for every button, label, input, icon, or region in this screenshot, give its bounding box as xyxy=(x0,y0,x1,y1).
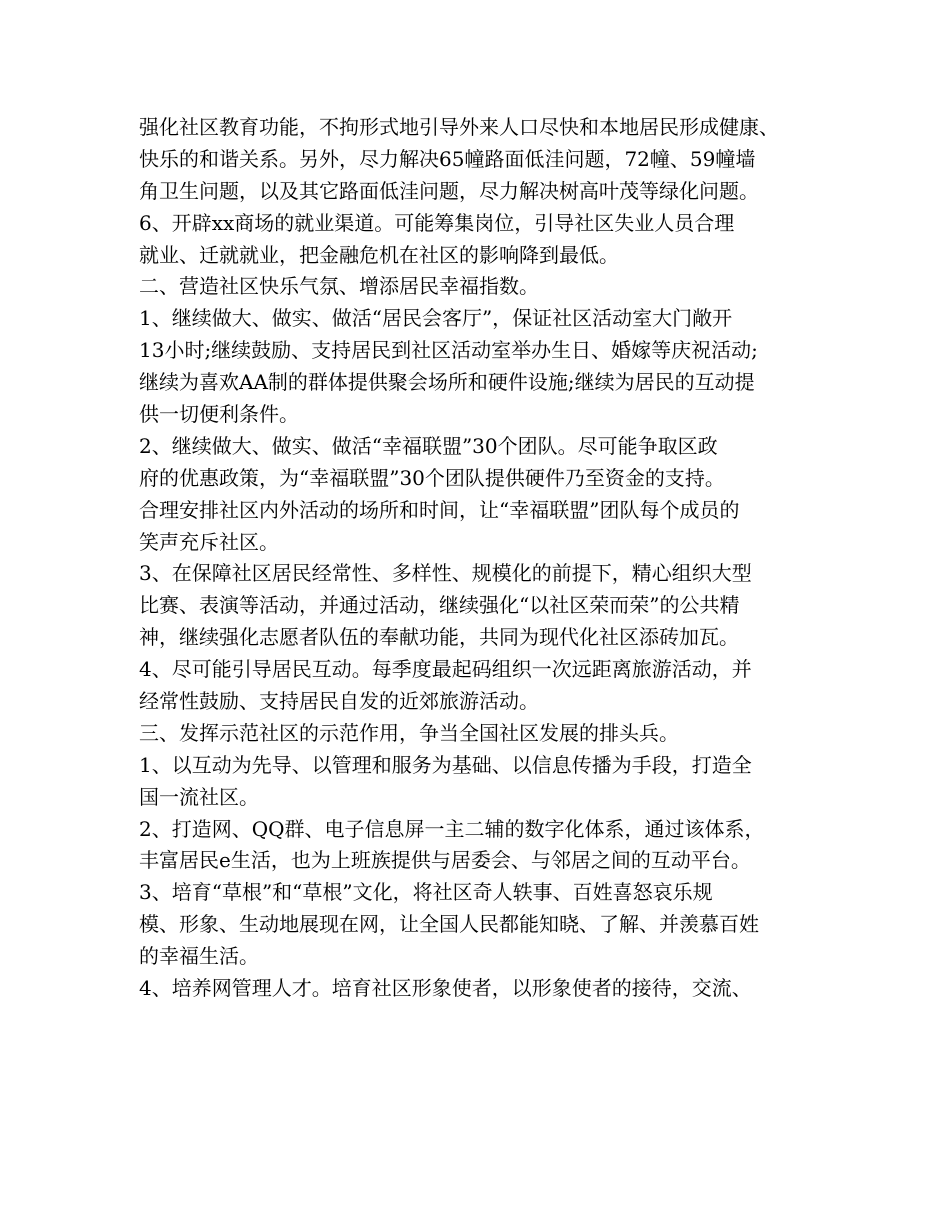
text-line: 经常性鼓励、支持居民自发的近郊旅游活动。 xyxy=(139,689,539,714)
section-heading: 三、发挥示范社区的示范作用，争当全国社区发展的排头兵。 xyxy=(139,720,679,745)
text-line: 的幸福生活。 xyxy=(139,944,259,969)
text-line: 笑声充斥社区。 xyxy=(139,529,279,554)
text-line: 2、打造网、QQ群、电子信息屏一主二辅的数字化体系，通过该体系， xyxy=(139,816,765,841)
text-line: 13小时;继续鼓励、支持居民到社区活动室举办生日、婚嫁等庆祝活动; xyxy=(139,338,758,363)
text-line: 角卫生问题，以及其它路面低洼问题，尽力解决树高叶茂等绿化问题。 xyxy=(139,178,759,203)
text-line: 4、培养网管理人才。培育社区形象使者，以形象使者的接待，交流、 xyxy=(139,976,752,1001)
text-line: 6、开辟xx商场的就业渠道。可能筹集岗位，引导社区失业人员合理 xyxy=(139,210,735,235)
text-line: 2、继续做大、做实、做活“幸福联盟”30个团队。尽可能争取区政 xyxy=(139,433,718,458)
text-line: 快乐的和谐关系。另外，尽力解决65幢路面低洼问题，72幢、59幢墙 xyxy=(139,146,756,171)
text-line: 4、尽可能引导居民互动。每季度最起码组织一次远距离旅游活动，并 xyxy=(139,657,752,682)
text-line: 比赛、表演等活动，并通过活动，继续强化“以社区荣而荣”的公共精 xyxy=(139,593,740,618)
text-line: 继续为喜欢AA制的群体提供聚会场所和硬件设施;继续为居民的互动提 xyxy=(139,370,755,395)
text-line: 强化社区教育功能，不拘形式地引导外来人口尽快和本地居民形成健康、 xyxy=(139,115,779,139)
text-line: 3、培育“草根”和“草根”文化，将社区奇人轶事、百姓喜怒哀乐规 xyxy=(139,880,713,905)
text-line: 就业、迁就就业，把金融危机在社区的影响降到最低。 xyxy=(139,242,619,267)
text-line: 神，继续强化志愿者队伍的奉献功能，共同为现代化社区添砖加瓦。 xyxy=(139,625,739,650)
text-line: 合理安排社区内外活动的场所和时间，让“幸福联盟”团队每个成员的 xyxy=(139,497,740,522)
text-line: 1、以互动为先导、以管理和服务为基础、以信息传播为手段，打造全 xyxy=(139,752,752,777)
document-body xyxy=(139,112,829,1005)
section-heading: 二、营造社区快乐气氛、增添居民幸福指数。 xyxy=(139,274,539,299)
text-line: 国一流社区。 xyxy=(139,784,259,809)
text-line: 模、形象、生动地展现在网，让全国人民都能知晓、了解、并羡慕百姓 xyxy=(139,912,759,937)
text-line: 3、在保障社区居民经常性、多样性、规模化的前提下，精心组织大型 xyxy=(139,561,752,586)
text-line: 丰富居民e生活，也为上班族提供与居委会、与邻居之间的互动平台。 xyxy=(139,848,751,873)
text-line: 供一切便利条件。 xyxy=(139,402,299,427)
text-line: 1、继续做大、做实、做活“居民会客厅”，保证社区活动室大门敞开 xyxy=(139,306,733,331)
text-line: 府的优惠政策，为“幸福联盟”30个团队提供硬件乃至资金的支持。 xyxy=(139,465,725,490)
